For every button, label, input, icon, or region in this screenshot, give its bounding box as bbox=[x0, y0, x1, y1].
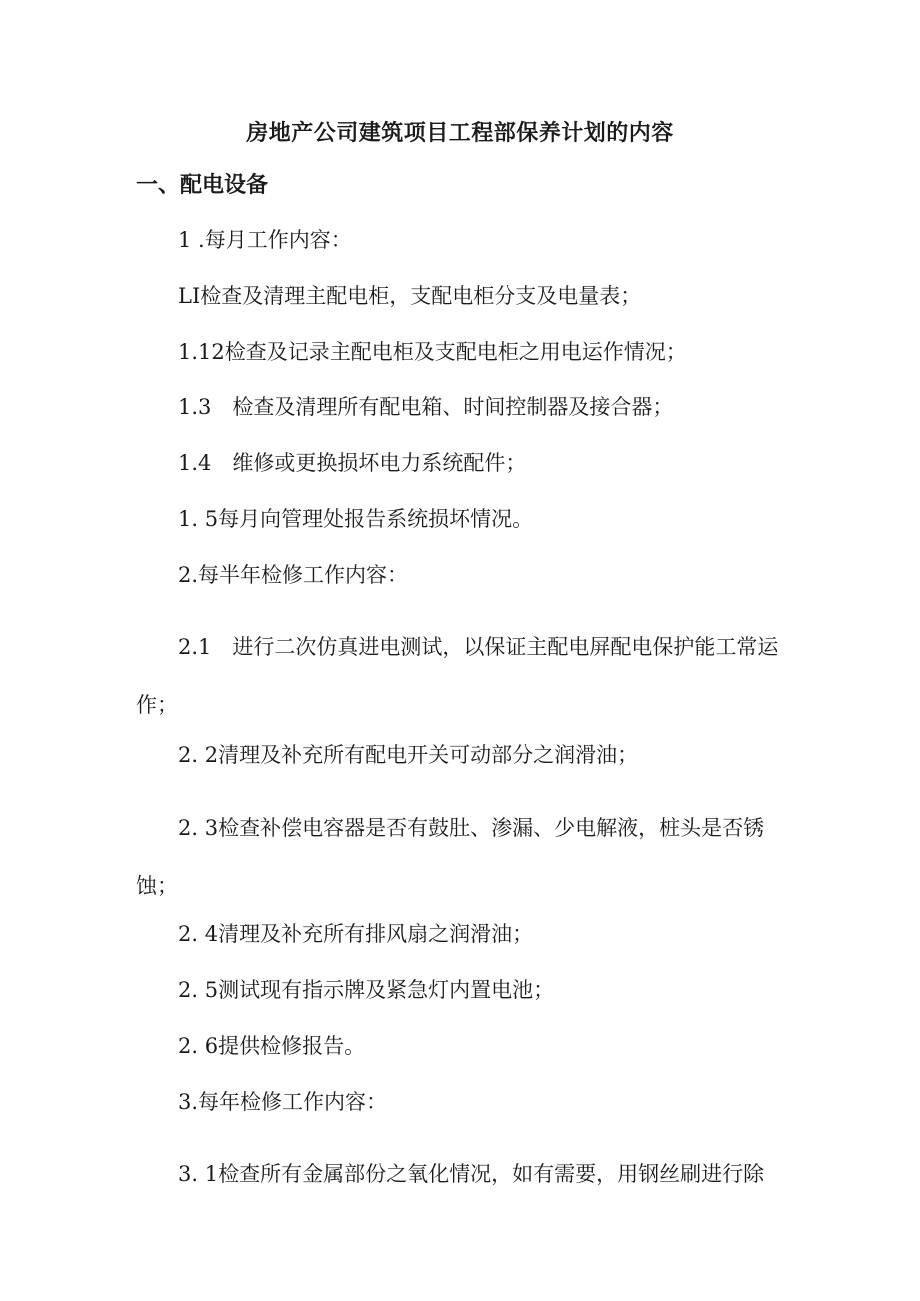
text-line-annual-heading: 3.每年检修工作内容： bbox=[178, 1090, 388, 1114]
text-line-1-4: 1.4 维修或更换损坏电力系统配件； bbox=[178, 451, 527, 475]
text-line-2-5: 2. 5测试现有指示牌及紧急灯内置电池； bbox=[178, 978, 555, 1002]
paragraph-2-1-first-line: 2.1 进行二次仿真进电测试，以保证主配电屏配电保护能工常运 bbox=[178, 635, 779, 659]
text-line-2-4: 2. 4清理及补充所有排风扇之润滑油； bbox=[178, 922, 534, 946]
paragraph-2-3 bbox=[136, 814, 796, 900]
text-line-1-3: 1.3 检查及清理所有配电箱、时间控制器及接合器； bbox=[178, 395, 674, 419]
paragraph-3-1 bbox=[136, 1160, 796, 1188]
section-heading: 一、配电设备 bbox=[136, 173, 269, 198]
text-line-2-2: 2. 2清理及补充所有配电开关可动部分之润滑油； bbox=[178, 743, 639, 767]
paragraph-2-1-continuation: 作； bbox=[136, 693, 178, 717]
text-line-semiannual-heading: 2.每半年检修工作内容： bbox=[178, 563, 409, 587]
text-line-1-1: LI检查及清理主配电柜，支配电柜分支及电量表； bbox=[178, 284, 642, 308]
text-line-1-5: 1. 5每月向管理处报告系统损坏情况。 bbox=[178, 507, 534, 531]
document-title: 房地产公司建筑项目工程部保养计划的内容 bbox=[246, 121, 674, 146]
paragraph-2-3-continuation: 蚀； bbox=[136, 874, 178, 898]
text-line-2-6: 2. 6提供检修报告。 bbox=[178, 1034, 366, 1058]
paragraph-2-1 bbox=[136, 633, 796, 719]
text-line-1-2: 1.12检查及记录主配电柜及支配电柜之用电运作情况； bbox=[178, 340, 687, 364]
text-line-monthly-heading: 1 .每月工作内容： bbox=[178, 228, 352, 252]
paragraph-3-1-first-line: 3. 1检查所有金属部份之氧化情况，如有需要，用钢丝刷进行除 bbox=[178, 1162, 765, 1186]
paragraph-2-3-first-line: 2. 3检查补偿电容器是否有鼓肚、渗漏、少电解液，桩头是否锈 bbox=[178, 816, 765, 840]
